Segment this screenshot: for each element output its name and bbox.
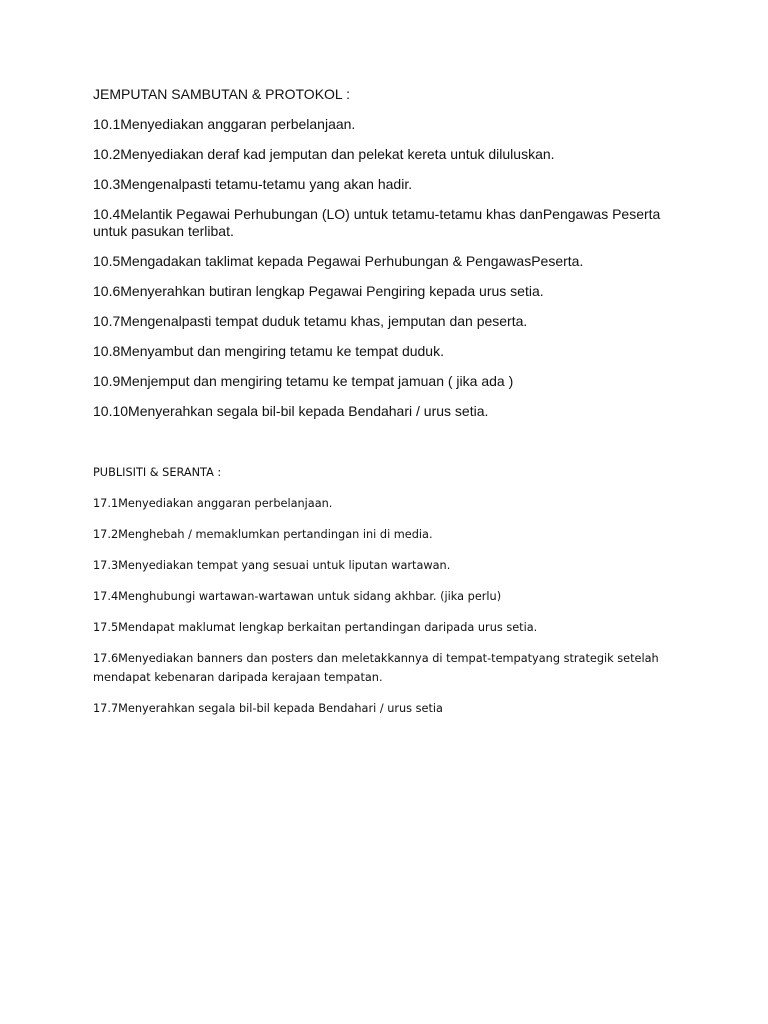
list-item-10-5: 10.5Mengadakan taklimat kepada Pegawai Perhubungan & PengawasPeserta.: [93, 253, 584, 269]
section-jemputan-protokol: [93, 86, 683, 433]
list-item-10-8: 10.8Menyambut dan mengiring tetamu ke tempat duduk.: [93, 343, 444, 359]
list-item-10-1: 10.1Menyediakan anggaran perbelanjaan.: [93, 116, 356, 132]
list-item-10-4: 10.4Melantik Pegawai Perhubungan (LO) untuk tetamu-tetamu khas danPengawas Peserta untuk pasukan terlibat.: [93, 206, 661, 239]
list-item-17-3: 17.3Menyediakan tempat yang sesuai untuk liputan wartawan.: [93, 559, 451, 572]
list-item-17-7: 17.7Menyerahkan segala bil-bil kepada Bendahari / urus setia: [93, 702, 443, 715]
list-item-10-2: 10.2Menyediakan deraf kad jemputan dan pelekat kereta untuk diluluskan.: [93, 146, 555, 162]
list-item-17-1: 17.1Menyediakan anggaran perbelanjaan.: [93, 497, 333, 510]
list-item-17-6: 17.6Menyediakan banners dan posters dan meletakkannya di tempat-tempatyang strategik setelah mendapat kebenaran daripada kerajaan tempatan.: [93, 652, 659, 684]
list-item-10-9: 10.9Menjemput dan mengiring tetamu ke tempat jamuan ( jika ada ): [93, 373, 514, 389]
list-item-17-4: 17.4Menghubungi wartawan-wartawan untuk sidang akhbar. (jika perlu): [93, 590, 502, 603]
list-item-10-3: 10.3Mengenalpasti tetamu-tetamu yang akan hadir.: [93, 176, 413, 192]
list-item-17-5: 17.5Mendapat maklumat lengkap berkaitan pertandingan daripada urus setia.: [93, 621, 538, 634]
section-publisiti-seranta: [93, 463, 683, 730]
section-heading-protokol: JEMPUTAN SAMBUTAN & PROTOKOL :: [93, 86, 350, 102]
list-item-17-2: 17.2Menghebah / memaklumkan pertandingan ini di media.: [93, 528, 433, 541]
section-heading-publisiti: PUBLISITI & SERANTA :: [93, 466, 222, 479]
list-item-10-7: 10.7Mengenalpasti tempat duduk tetamu khas, jemputan dan peserta.: [93, 313, 528, 329]
list-item-10-10: 10.10Menyerahkan segala bil-bil kepada Bendahari / urus setia.: [93, 403, 489, 419]
list-item-10-6: 10.6Menyerahkan butiran lengkap Pegawai Pengiring kepada urus setia.: [93, 283, 544, 299]
